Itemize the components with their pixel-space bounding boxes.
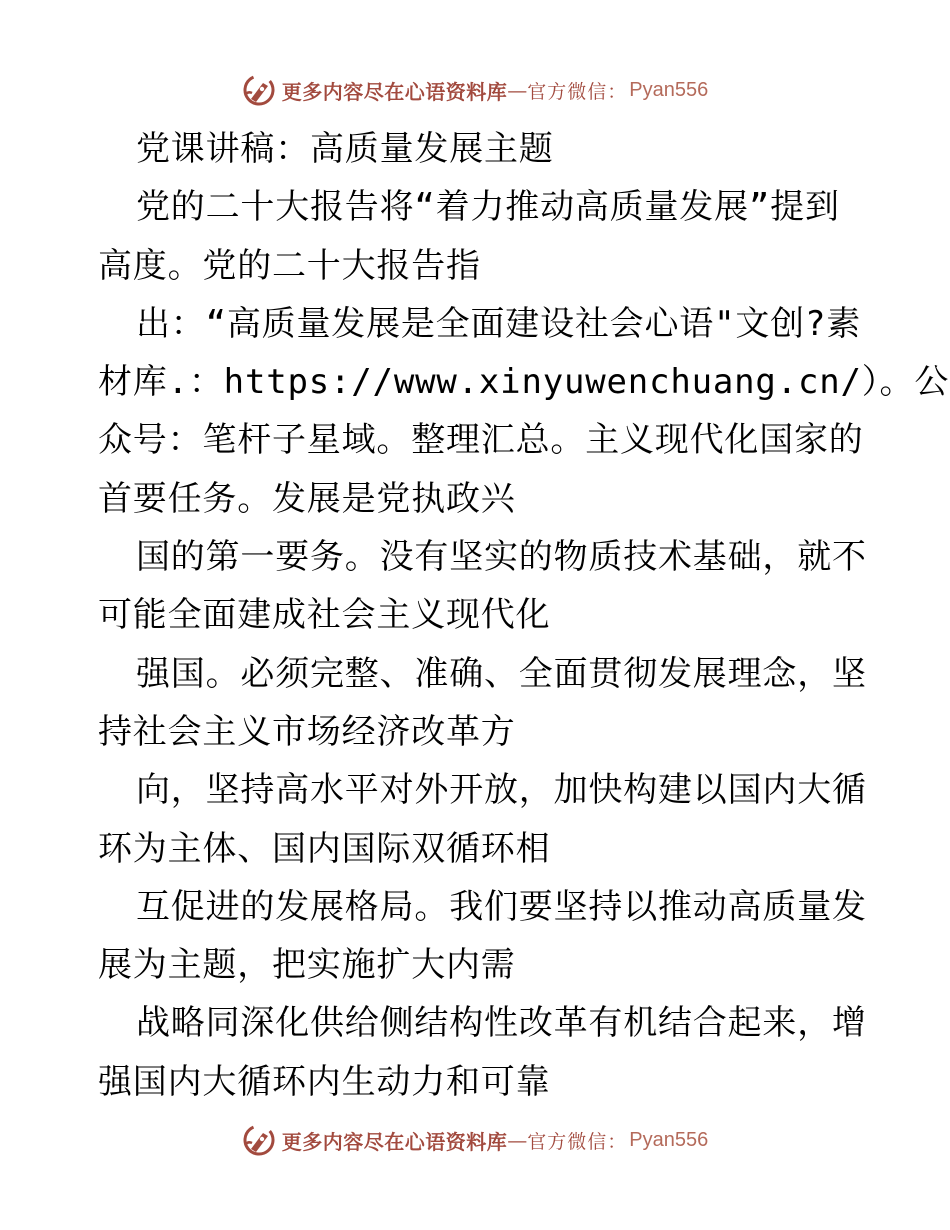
- text-line: 强国。必须完整、准确、全面贯彻发展理念，坚: [136, 653, 867, 694]
- banner-separator: —: [507, 78, 528, 102]
- header-watermark-banner: [0, 70, 950, 110]
- text-line: 出：“高质量发展是全面建设社会心语"文创?素: [136, 303, 862, 344]
- pen-nib-circle-icon: [242, 1123, 276, 1157]
- text-line: 国的第一要务。没有坚实的物质技术基础，就不: [136, 537, 867, 578]
- text-line: 展为主题，把实施扩大内需: [98, 945, 516, 986]
- banner-wechat-id: Pyan556: [629, 1128, 709, 1151]
- banner-wechat-id: Pyan556: [629, 78, 709, 101]
- text-line: 材库.：https://www.xinyuwenchuang.cn/）。公: [98, 362, 950, 403]
- text-line: 可能全面建成社会主义现代化: [98, 595, 551, 636]
- text-line: 互促进的发展格局。我们要坚持以推动高质量发: [136, 886, 867, 927]
- text-line: 首要任务。发展是党执政兴: [98, 478, 516, 519]
- text-line: 环为主体、国内国际双循环相: [98, 828, 551, 869]
- text-line: 强国内大循环内生动力和可靠: [98, 1061, 551, 1102]
- banner-official-label: 官方微信：: [527, 80, 628, 103]
- text-line: 持社会主义市场经济改革方: [98, 711, 516, 752]
- text-line: 众号：笔杆子星域。整理汇总。主义现代化国家的: [98, 420, 864, 461]
- text-line: 党的二十大报告将“着力推动高质量发展”提到: [136, 187, 840, 228]
- banner-site-text: 更多内容尽在心语资料库: [281, 1129, 508, 1154]
- text-line: 战略同深化供给侧结构性改革有机结合起来，增: [136, 1003, 867, 1044]
- footer-watermark-banner: [0, 1120, 950, 1160]
- banner-site-text: 更多内容尽在心语资料库: [281, 79, 508, 104]
- document-title: 党课讲稿：高质量发展主题: [136, 129, 554, 169]
- text-line: 向，坚持高水平对外开放，加快构建以国内大循: [136, 770, 867, 811]
- banner-official-label: 官方微信：: [527, 1130, 628, 1153]
- banner-separator: —: [507, 1128, 528, 1152]
- pen-nib-circle-icon: [242, 73, 276, 107]
- text-line: 高度。党的二十大报告指: [98, 245, 481, 286]
- document-body: [98, 120, 950, 1111]
